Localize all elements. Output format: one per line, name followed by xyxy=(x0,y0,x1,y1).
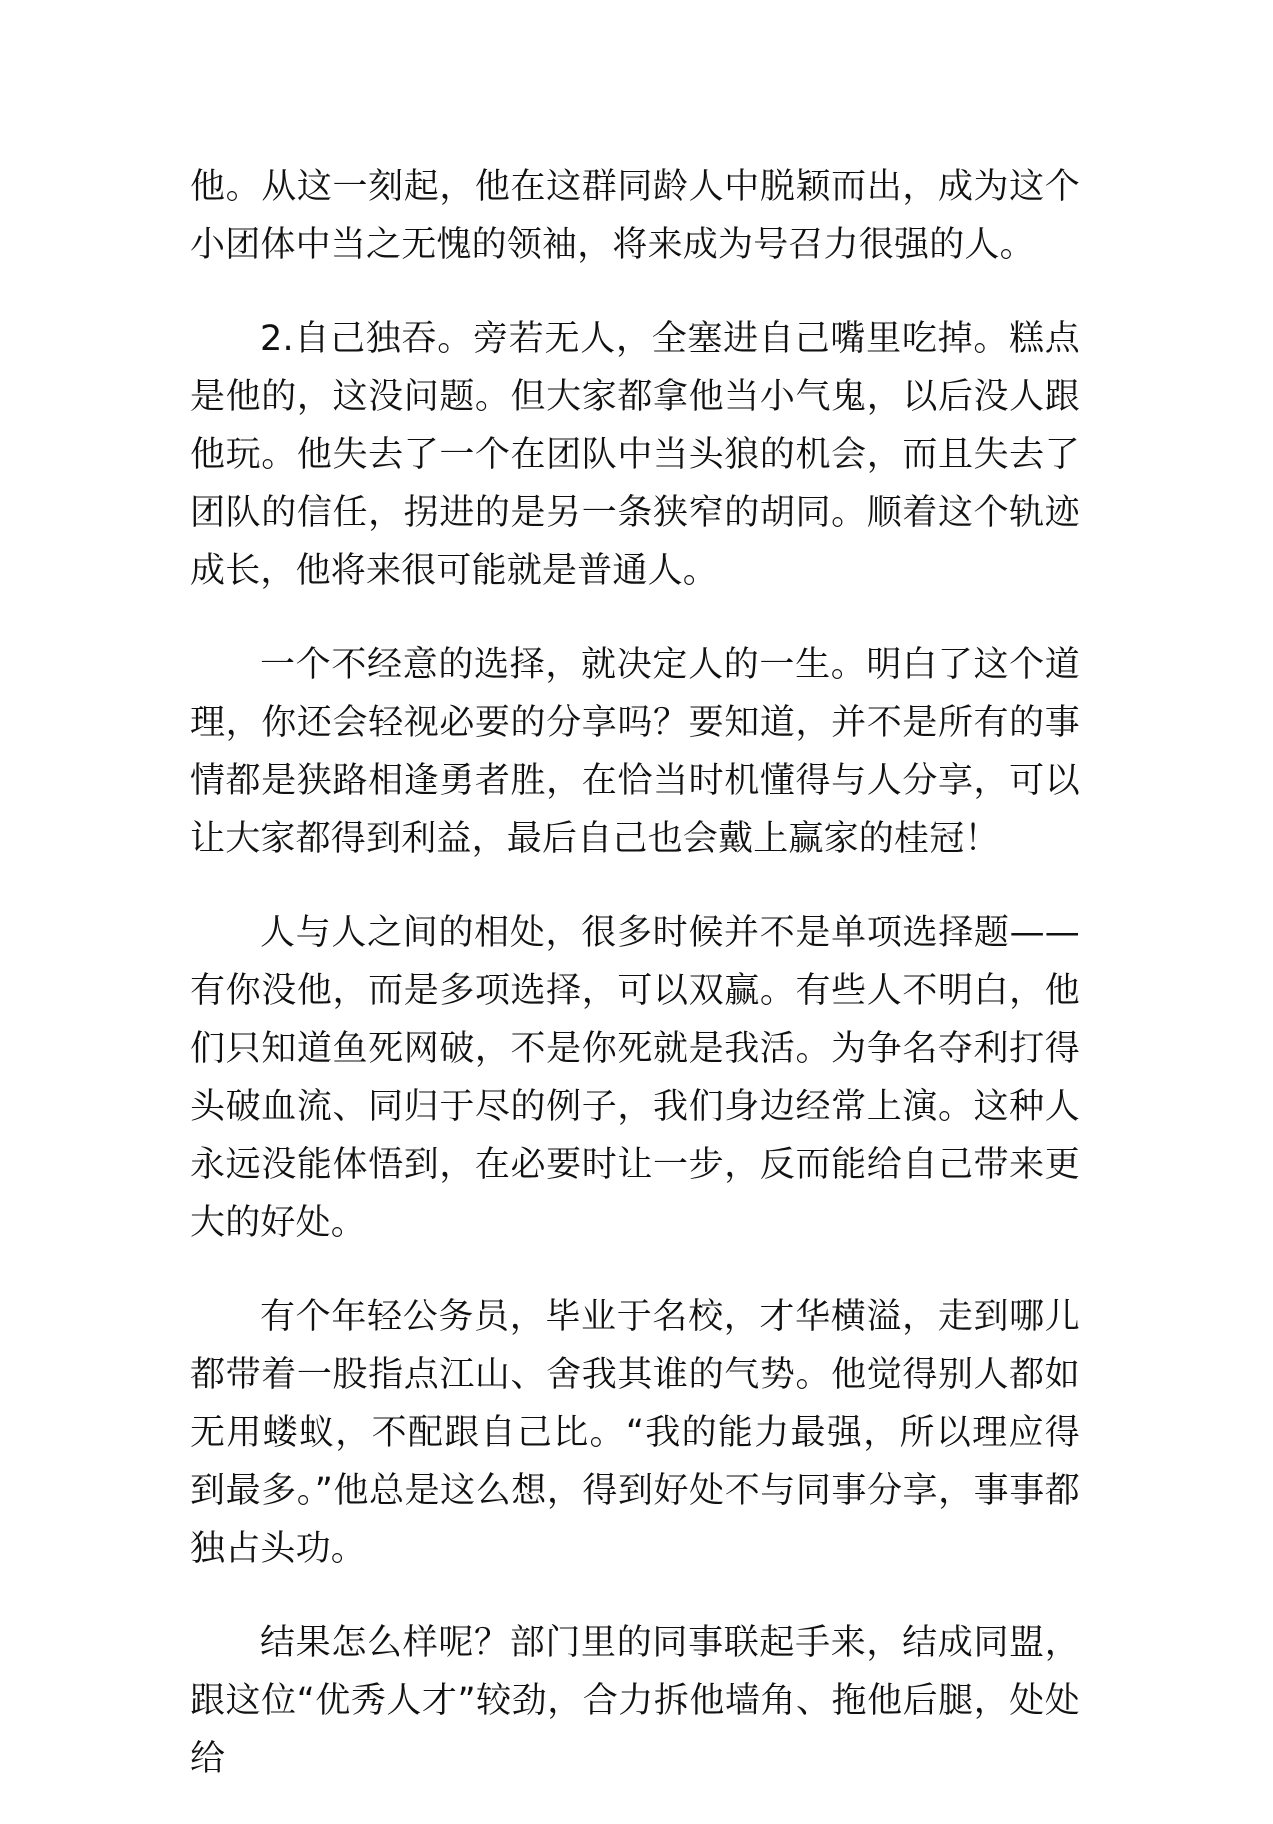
paragraph-2: 2.自己独吞。旁若无人，全塞进自己嘴里吃掉。糕点是他的，这没问题。但大家都拿他当小气鬼，以后没人跟他玩。他失去了一个在团队中当头狼的机会，而且失去了团队的信任，拐进的是另一条狭窄的胡同。顺着这个轨迹成长，他将来很可能就是普通人。 xyxy=(190,319,1080,591)
paragraph-6: 结果怎么样呢？部门里的同事联起手来，结成同盟，跟这位“优秀人才”较劲，合力拆他墙角、拖他后腿，处处给 xyxy=(190,1623,1080,1779)
paragraph-3: 一个不经意的选择，就决定人的一生。明白了这个道理，你还会轻视必要的分享吗？要知道，并不是所有的事情都是狭路相逢勇者胜，在恰当时机懂得与人分享，可以让大家都得到利益，最后自己也会戴上赢家的桂冠！ xyxy=(190,645,1080,859)
paragraph-1: 他。从这一刻起，他在这群同龄人中脱颖而出，成为这个小团体中当之无愧的领袖，将来成为号召力很强的人。 xyxy=(190,167,1080,265)
paragraph-4: 人与人之间的相处，很多时候并不是单项选择题——有你没他，而是多项选择，可以双赢。有些人不明白，他们只知道鱼死网破，不是你死就是我活。为争名夺利打得头破血流、同归于尽的例子，我们身边经常上演。这种人永远没能体悟到，在必要时让一步，反而能给自己带来更大的好处。 xyxy=(190,913,1080,1243)
document-page xyxy=(190,158,1080,1824)
paragraph-5: 有个年轻公务员，毕业于名校，才华横溢，走到哪儿都带着一股指点江山、舍我其谁的气势。他觉得别人都如无用蝼蚁，不配跟自己比。“我的能力最强，所以理应得到最多。”他总是这么想，得到好处不与同事分享，事事都独占头功。 xyxy=(190,1297,1080,1569)
